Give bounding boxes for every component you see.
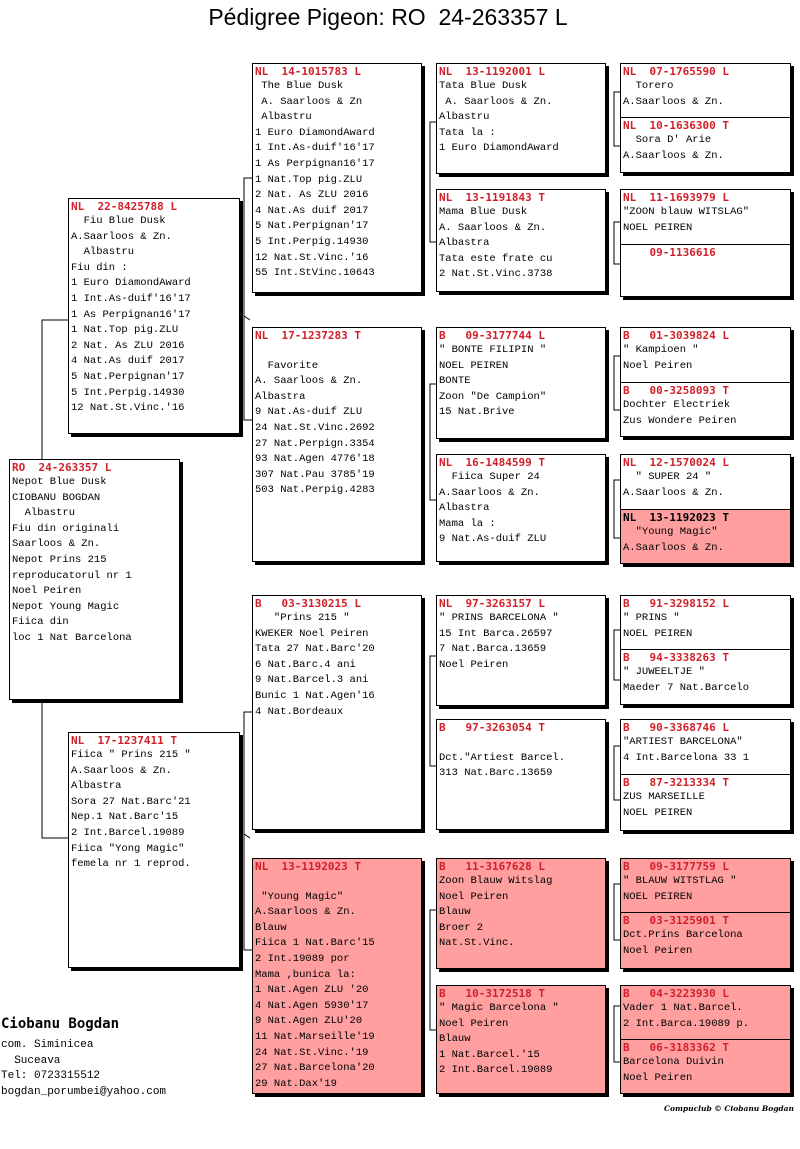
pigeon-details — [437, 874, 605, 952]
detail-line: 313 Nat.Barc.13659 — [439, 767, 553, 780]
ring-number: B 09-3177744 L — [439, 329, 545, 342]
detail-line: Albastru — [255, 111, 312, 124]
detail-line: Noel Peiren — [12, 585, 82, 598]
detail-line: Tata 27 Nat.Barc'20 — [255, 643, 375, 656]
pigeon-details — [253, 874, 421, 1092]
detail-line: 4 Nat.Bordeaux — [255, 705, 344, 718]
detail-line: "Young Magic" — [255, 890, 344, 903]
detail-line: Noel Peiren — [439, 890, 509, 903]
detail-line: Blauw — [255, 921, 287, 934]
ring-number: B 90-3368746 L — [623, 721, 729, 734]
pigeon-details — [621, 398, 790, 429]
detail-line: " Kampioen " — [623, 344, 699, 356]
ring-number: RO 24-263357 L — [12, 461, 112, 474]
detail-line: Fiu din originali — [12, 522, 120, 535]
detail-line: Fiica Super 24 — [439, 471, 540, 483]
detail-line: Favorite — [255, 359, 319, 372]
ring-number: NL 14-1015783 L — [255, 65, 361, 78]
detail-line: Mama Blue Dusk — [439, 206, 528, 218]
detail-line: NOEL PEIREN — [623, 890, 693, 903]
detail-line: " BONTE FILIPIN " — [439, 344, 547, 356]
pigeon-details — [437, 1001, 605, 1079]
ancestor-card[interactable] — [621, 774, 790, 821]
detail-line: 1 Nat.Top pig.ZLU — [255, 173, 363, 186]
pigeon-details — [621, 874, 790, 905]
ancestor-card[interactable] — [621, 1039, 790, 1086]
pigeon-details — [437, 205, 605, 283]
detail-line: 6 Nat.Barc.4 ani — [255, 658, 356, 671]
detail-line: Saarloos & Zn. — [12, 538, 101, 551]
detail-line: A.Saarloos & Zn. — [255, 906, 356, 919]
detail-line: Broer 2 — [439, 921, 484, 934]
ancestor-pair-box — [620, 595, 791, 705]
pigeon-details — [253, 79, 421, 282]
detail-line: " JUWEELTJE " — [623, 666, 705, 678]
great-grandparent-card[interactable] — [436, 63, 606, 174]
ancestor-card[interactable] — [621, 859, 790, 912]
detail-line: BONTE — [439, 375, 471, 388]
ring-number: NL 17-1237411 T — [71, 734, 177, 747]
detail-line: 29 Nat.Dax'19 — [255, 1077, 337, 1090]
detail-line: A.Saarloos & Zn. — [623, 95, 724, 108]
detail-line: 4 Nat.As duif 2017 — [255, 204, 369, 217]
great-grandparent-card[interactable] — [436, 595, 606, 706]
detail-line: Zoon "De Campion" — [439, 390, 547, 403]
detail-line: Nepot Blue Dusk — [12, 476, 107, 488]
ring-number: NL 17-1237283 T — [255, 329, 361, 342]
ring-number: B 94-3338263 T — [623, 651, 729, 664]
detail-line: Dct."Artiest Barcel. — [439, 751, 566, 764]
ancestor-pair-box — [620, 63, 791, 173]
detail-line: Albastra — [255, 390, 306, 403]
detail-line: Barcelona Duivin — [623, 1056, 724, 1068]
pigeon-details — [69, 214, 239, 417]
ring-number: NL 13-1191843 T — [439, 191, 545, 204]
granddam-maternal-card[interactable] — [252, 858, 422, 1094]
detail-line: Nep.1 Nat.Barc'15 — [71, 811, 179, 824]
detail-line: 1 Euro DiamondAward — [439, 142, 559, 155]
pigeon-details — [10, 475, 179, 647]
detail-line: 1 As Perpignan16'17 — [255, 157, 375, 170]
detail-line: KWEKER Noel Peiren — [255, 627, 369, 640]
detail-line: Nepot Prins 215 — [12, 553, 107, 566]
detail-line: Dochter Electriek — [623, 399, 731, 411]
ancestor-card[interactable] — [621, 720, 790, 774]
detail-line: Mama ,bunica la: — [255, 968, 356, 981]
detail-line: 1 Euro DiamondAward — [255, 126, 375, 139]
detail-line: 12 Nat.St.Vinc.'16 — [71, 402, 185, 415]
detail-line: Fiica din — [12, 616, 69, 629]
great-grandparent-card[interactable] — [436, 985, 606, 1094]
detail-line: 2 Int.Barcel.19089 — [71, 826, 185, 839]
detail-line: Tata la : — [439, 126, 496, 139]
detail-line: 1 Nat.Top pig.ZLU — [71, 324, 179, 337]
detail-line — [255, 343, 421, 359]
detail-line: NOEL PEIREN — [623, 221, 693, 234]
detail-line: The Blue Dusk — [255, 80, 344, 92]
detail-line: Dct.Prins Barcelona — [623, 929, 743, 941]
pigeon-details — [621, 1001, 790, 1032]
pigeon-details — [621, 79, 790, 110]
ancestor-pair-box — [620, 719, 791, 831]
detail-line: 2 Nat. As ZLU 2016 — [255, 189, 369, 202]
ancestor-card[interactable] — [621, 649, 790, 696]
ring-number: NL 16-1484599 T — [439, 456, 545, 469]
great-grandparent-card[interactable] — [436, 189, 606, 292]
owner-phone: Tel: 0723315512 — [1, 1070, 101, 1082]
detail-line: 7 Nat.Barca.13659 — [439, 643, 547, 656]
detail-line: 5 Nat.Perpignan'17 — [255, 220, 369, 233]
detail-line: Sora D' Arie — [623, 134, 712, 146]
software-credit: Compuclub © Ciobanu Bogdan — [663, 1104, 794, 1113]
detail-line: Bunic 1 Nat.Agen'16 — [255, 689, 375, 702]
great-grandparent-card[interactable] — [436, 719, 606, 830]
detail-line: 27 Nat.Perpign.3354 — [255, 437, 375, 450]
ancestor-pair-box — [620, 454, 791, 564]
owner-info — [1, 1016, 166, 1100]
detail-line: Tata Blue Dusk — [439, 80, 528, 92]
ring-number: NL 97-3263157 L — [439, 597, 545, 610]
detail-line: 2 Nat. As ZLU 2016 — [71, 339, 185, 352]
pigeon-details — [621, 525, 790, 556]
detail-line: A. Saarloos & Zn. — [255, 375, 363, 388]
detail-line: 9 Nat.Agen ZLU'20 — [255, 1015, 363, 1028]
detail-line: 1 Nat.Agen ZLU '20 — [255, 984, 369, 997]
detail-line: " Magic Barcelona " — [439, 1002, 559, 1014]
detail-line: Albastra — [439, 237, 490, 250]
pigeon-details — [621, 343, 790, 374]
detail-line: A.Saarloos & Zn. — [623, 486, 724, 499]
ring-number: NL 13-1192023 T — [255, 860, 361, 873]
detail-line: 27 Nat.Barcelona'20 — [255, 1062, 375, 1075]
detail-line: Fiica 1 Nat.Barc'15 — [255, 937, 375, 950]
ancestor-card[interactable] — [621, 190, 790, 244]
detail-line: Fiu Blue Dusk — [71, 215, 166, 227]
detail-line: A.Saarloos & Zn. — [623, 149, 724, 162]
detail-line: 5 Int.Perpig.14930 — [71, 386, 185, 399]
pigeon-details — [621, 470, 790, 501]
ancestor-card[interactable] — [621, 382, 790, 429]
detail-line: 1 Int.As-duif'16'17 — [71, 292, 191, 305]
detail-line: " PRINS " — [623, 612, 680, 624]
detail-line — [255, 874, 421, 890]
detail-line: loc 1 Nat Barcelona — [12, 631, 132, 644]
detail-line: " SUPER 24 " — [623, 471, 712, 483]
detail-line: 307 Nat.Pau 3785'19 — [255, 468, 375, 481]
detail-line: Blauw — [439, 906, 471, 919]
ring-number: B 09-3177759 L — [623, 860, 729, 873]
detail-line: NOEL PEIREN — [623, 806, 693, 819]
ring-number: B 03-3125901 T — [623, 914, 729, 927]
ring-number: B 00-3258093 T — [623, 384, 729, 397]
detail-line: Noel Peiren — [623, 1071, 693, 1084]
detail-line: 24 Nat.St.Vinc.2692 — [255, 421, 375, 434]
detail-line: Albastra — [71, 780, 122, 793]
ancestor-pair-box — [620, 985, 791, 1094]
detail-line: 503 Nat.Perpig.4283 — [255, 484, 375, 497]
pigeon-details — [621, 665, 790, 696]
pigeon-details — [437, 79, 605, 157]
detail-line: reproducatorul nr 1 — [12, 569, 132, 582]
ring-number: NL 22-8425788 L — [71, 200, 177, 213]
detail-line: 2 Nat.St.Vinc.3738 — [439, 268, 553, 281]
owner-address-line: com. Siminicea — [1, 1039, 94, 1051]
detail-line: 4 Nat.Agen 5930'17 — [255, 999, 369, 1012]
detail-line: A.Saarloos & Zn. — [623, 541, 724, 554]
ring-number: NL 11-1693979 L — [623, 191, 729, 204]
pigeon-details — [437, 611, 605, 673]
detail-line: Vader 1 Nat.Barcel. — [623, 1002, 743, 1014]
detail-line: Tata este frate cu — [439, 252, 553, 265]
detail-line: Albastru — [439, 111, 490, 124]
pigeon-details — [621, 1055, 790, 1086]
detail-line: Albastru — [12, 507, 76, 520]
owner-name: Ciobanu Bogdan — [1, 1016, 120, 1032]
detail-line: Fiu din : — [71, 261, 128, 274]
detail-line: 93 Nat.Agen 4776'18 — [255, 453, 375, 466]
father-card[interactable] — [68, 198, 240, 434]
granddam-paternal-card[interactable] — [252, 327, 422, 562]
detail-line: femela nr 1 reprod. — [71, 858, 191, 871]
ring-number: NL 12-1570024 L — [623, 456, 729, 469]
detail-line: 1 Euro DiamondAward — [71, 277, 191, 290]
ring-number: B 04-3223930 L — [623, 987, 729, 1000]
ancestor-pair-box — [620, 327, 791, 437]
pigeon-details — [621, 928, 790, 959]
great-grandparent-card[interactable] — [436, 454, 606, 562]
ring-number: NL 10-1636300 T — [623, 119, 729, 132]
detail-line: Blauw — [439, 1033, 471, 1046]
detail-line: "Young Magic" — [623, 526, 718, 538]
detail-line: A. Saarloos & Zn. — [439, 95, 553, 108]
detail-line: " PRINS BARCELONA " — [439, 612, 559, 624]
ancestor-card[interactable] — [621, 596, 790, 649]
detail-line: A. Saarloos & Zn — [255, 95, 363, 108]
ring-number: B 91-3298152 L — [623, 597, 729, 610]
detail-line: A.Saarloos & Zn. — [439, 486, 540, 499]
great-grandparent-card[interactable] — [436, 858, 606, 969]
pigeon-details — [437, 470, 605, 548]
detail-line: Nat.St.Vinc. — [439, 937, 515, 950]
detail-line: Zoon Blauw Witslag — [439, 875, 553, 887]
detail-line: A.Saarloos & Zn. — [71, 764, 172, 777]
ancestor-pair-box — [620, 858, 791, 969]
detail-line: CIOBANU BOGDAN — [12, 491, 101, 504]
detail-line: 9 Nat.As-duif ZLU — [439, 533, 547, 546]
detail-line: Noel Peiren — [439, 658, 509, 671]
detail-line: 5 Nat.Perpignan'17 — [71, 370, 185, 383]
pigeon-details — [69, 748, 239, 873]
detail-line: Fiica "Yong Magic" — [71, 842, 185, 855]
detail-line: 12 Nat.St.Vinc.'16 — [255, 251, 369, 264]
detail-line: Torero — [623, 80, 674, 92]
detail-line: ZUS MARSEILLE — [623, 791, 705, 803]
page-title: Pédigree Pigeon: RO 24-263357 L — [208, 4, 568, 30]
detail-line: A.Saarloos & Zn. — [71, 230, 172, 243]
ancestor-card[interactable] — [621, 328, 790, 382]
ring-number: B 01-3039824 L — [623, 329, 729, 342]
detail-line — [439, 735, 605, 751]
detail-line: Nepot Young Magic — [12, 600, 120, 613]
pigeon-details — [621, 735, 790, 766]
detail-line: 24 Nat.St.Vinc.'19 — [255, 1046, 369, 1059]
pigeon-details — [437, 735, 605, 782]
grandsire-maternal-card[interactable] — [252, 595, 422, 830]
pigeon-details — [253, 611, 421, 720]
detail-line: Mama la : — [439, 517, 496, 530]
detail-line: 2 Int.Barcel.19089 — [439, 1064, 553, 1077]
ancestor-pair-box — [620, 189, 791, 297]
ring-number: NL 07-1765590 L — [623, 65, 729, 78]
ring-number: B 03-3130215 L — [255, 597, 361, 610]
detail-line: Sora 27 Nat.Barc'21 — [71, 795, 191, 808]
detail-line: Fiica " Prins 215 " — [71, 749, 191, 761]
owner-address-line: Suceava — [1, 1054, 61, 1067]
detail-line: Noel Peiren — [623, 359, 693, 372]
pigeon-details — [621, 205, 790, 236]
pigeon-details — [621, 790, 790, 821]
detail-line: Noel Peiren — [623, 944, 693, 957]
ancestor-card[interactable] — [621, 912, 790, 959]
detail-line: " BLAUW WITSTLAG " — [623, 875, 737, 887]
pigeon-details — [253, 343, 421, 499]
detail-line: 15 Int Barca.26597 — [439, 627, 553, 640]
ring-number: B 06-3183362 T — [623, 1041, 729, 1054]
ancestor-card[interactable] — [621, 244, 790, 260]
detail-line: 1 As Perpignan16'17 — [71, 308, 191, 321]
detail-line: 2 Int.19089 por — [255, 952, 350, 965]
subject-pigeon-card[interactable] — [9, 459, 180, 700]
detail-line: "ARTIEST BARCELONA" — [623, 736, 743, 748]
detail-line: 4 Int.Barcelona 33 1 — [623, 751, 750, 764]
detail-line: Maeder 7 Nat.Barcelo — [623, 681, 750, 694]
detail-line: Zus Wondere Peiren — [623, 414, 737, 427]
ancestor-card[interactable] — [621, 986, 790, 1039]
great-grandparent-card[interactable] — [436, 327, 606, 439]
grandsire-paternal-card[interactable] — [252, 63, 422, 293]
pigeon-details — [621, 611, 790, 642]
detail-line: 1 Int.As-duif'16'17 — [255, 142, 375, 155]
ring-number: B 11-3167628 L — [439, 860, 545, 873]
detail-line: 2 Int.Barca.19089 p. — [623, 1017, 750, 1030]
detail-line: NOEL PEIREN — [623, 627, 693, 640]
ancestor-card[interactable] — [621, 117, 790, 164]
detail-line: 5 Int.Perpig.14930 — [255, 235, 369, 248]
detail-line: "Prins 215 " — [255, 612, 350, 624]
detail-line: 11 Nat.Marseille'19 — [255, 1030, 375, 1043]
pigeon-details — [437, 343, 605, 421]
ring-number: B 10-3172518 T — [439, 987, 545, 1000]
detail-line: NOEL PEIREN — [439, 359, 509, 372]
detail-line: Albastru — [71, 246, 135, 259]
detail-line: A. Saarloos & Zn. — [439, 221, 547, 234]
detail-line: 15 Nat.Brive — [439, 406, 515, 419]
ancestor-card[interactable] — [621, 64, 790, 117]
ancestor-card[interactable] — [621, 455, 790, 509]
ring-number: NL 13-1192001 L — [439, 65, 545, 78]
owner-email[interactable]: bogdan_porumbei@yahoo.com — [1, 1085, 167, 1098]
detail-line: "ZOON blauw WITSLAG" — [623, 206, 750, 218]
detail-line: Noel Peiren — [439, 1017, 509, 1030]
ring-number: NL 13-1192023 T — [623, 511, 729, 524]
detail-line: 9 Nat.Barcel.3 ani — [255, 674, 369, 687]
detail-line: 9 Nat.As-duif ZLU — [255, 406, 363, 419]
detail-line: Albastra — [439, 502, 490, 515]
detail-line: 4 Nat.As duif 2017 — [71, 355, 185, 368]
ring-number: 09-1136616 — [623, 246, 716, 259]
ring-number: B 97-3263054 T — [439, 721, 545, 734]
detail-line: 1 Nat.Barcel.'15 — [439, 1048, 540, 1061]
detail-line: 55 Int.StVinc.10643 — [255, 267, 375, 280]
mother-card[interactable] — [68, 732, 240, 968]
ring-number: B 87-3213334 T — [623, 776, 729, 789]
ancestor-card-highlighted[interactable] — [621, 509, 790, 564]
pigeon-details — [621, 133, 790, 164]
